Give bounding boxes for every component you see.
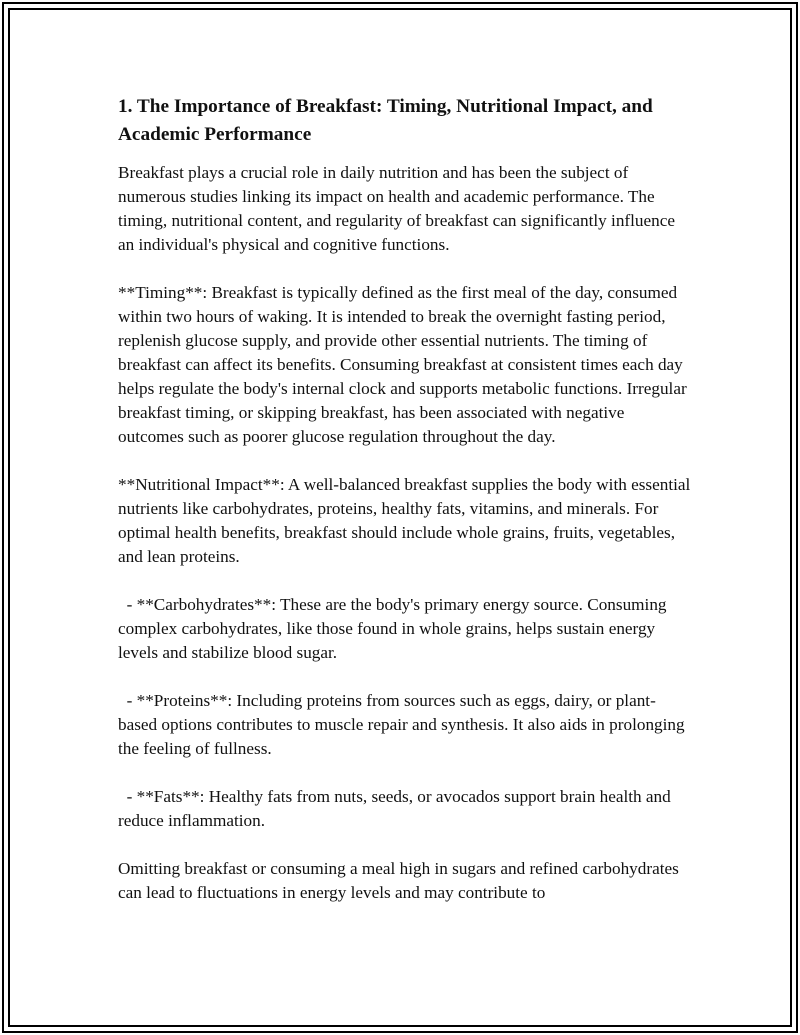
section-heading: 1. The Importance of Breakfast: Timing, Nutritional Impact, and Academic Performance: [118, 96, 653, 145]
paragraph-carbohydrates: - **Carbohydrates**: These are the body's primary energy source. Consuming complex carbohydrates, like those found in whole grains, helps sustain energy levels and stabilize blood sugar.: [118, 595, 671, 662]
paragraph-proteins: - **Proteins**: Including proteins from sources such as eggs, dairy, or plant-based options contributes to muscle repair and synthesis. It also aids in prolonging the feeling of fullness.: [118, 691, 689, 758]
paragraph-fats: - **Fats**: Healthy fats from nuts, seeds, or avocados support brain health and reduce inflammation.: [118, 787, 676, 830]
document-body: [118, 93, 693, 929]
paragraph-timing: **Timing**: Breakfast is typically defined as the first meal of the day, consumed within two hours of waking. It is intended to break the overnight fasting period, replenish glucose supply, and provide other essential nutrients. The timing of breakfast can affect its benefits. Consuming breakfast at consistent times each day helps regulate the body's internal clock and supports metabolic functions. Irregular breakfast timing, or skipping breakfast, has been associated with negative outcomes such as poorer glucose regulation throughout the day.: [118, 283, 691, 446]
paragraph-omitting-breakfast: Omitting breakfast or consuming a meal high in sugars and refined carbohydrates can lead to fluctuations in energy levels and may contribute to: [118, 859, 684, 902]
paragraph-intro: Breakfast plays a crucial role in daily nutrition and has been the subject of numerous studies linking its impact on health and academic performance. The timing, nutritional content, and regularity of breakfast can significantly influence an individual's physical and cognitive functions.: [118, 163, 680, 254]
paragraph-nutritional-impact: **Nutritional Impact**: A well-balanced breakfast supplies the body with essential nutrients like carbohydrates, proteins, healthy fats, vitamins, and minerals. For optimal health benefits, breakfast should include whole grains, fruits, vegetables, and lean proteins.: [118, 475, 695, 566]
